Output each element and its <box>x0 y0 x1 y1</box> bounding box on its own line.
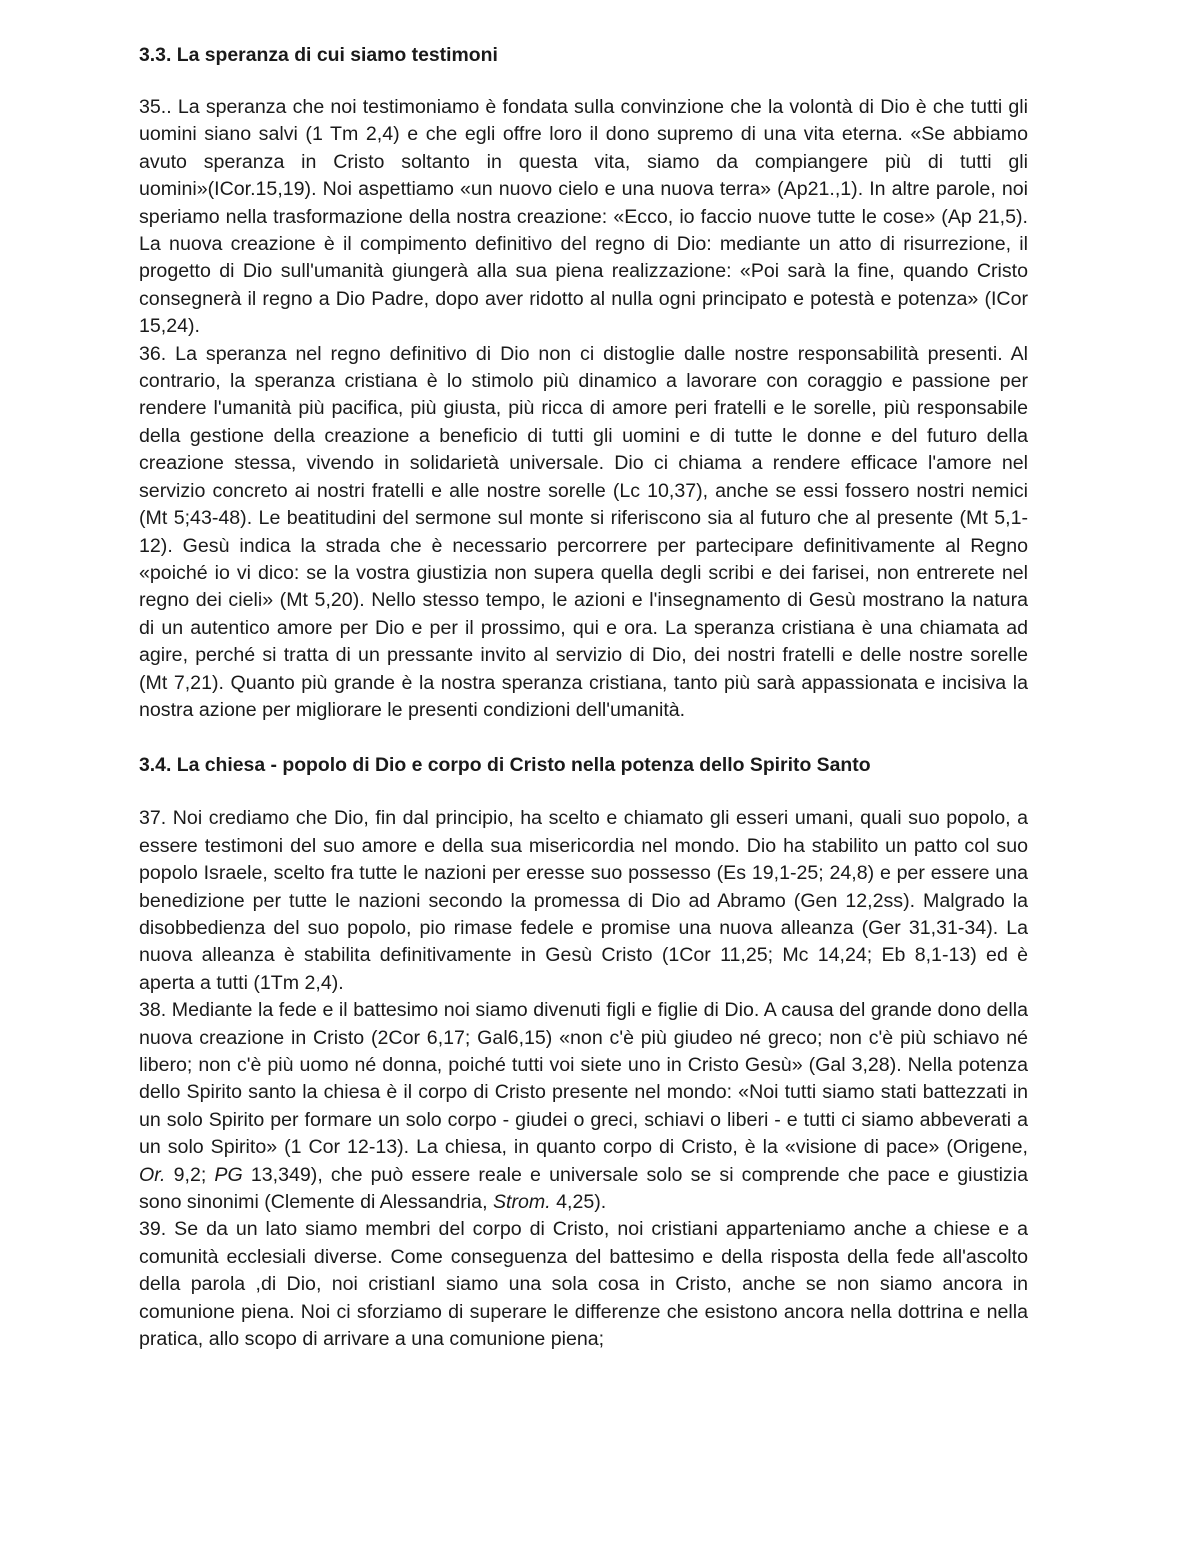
paragraph-38 <box>139 997 1028 1216</box>
section-heading-3-3: 3.3. La speranza di cui siamo testimoni <box>139 44 498 66</box>
paragraph-35: 35.. La speranza che noi testimoniamo è fondata sulla convinzione che la volontà di Dio è che tutti gli uomini siano salvi (1 Tm 2,4) e che egli offre loro il dono supremo di una vita eterna. «Se abbiamo avuto speranza in Cristo soltanto in questa vita, siamo da compiangere più di tutti gli uomini»(ICor.15,19). Noi aspettiamo «un nuovo cielo e una nuova terra» (Ap21.,1). In altre parole, noi speriamo nella trasformazione della nostra creazione: «Ecco, io faccio nuove tutte le cose» (Ap 21,5). La nuova creazione è il compimento definitivo del regno di Dio: mediante un atto di risurrezione, il progetto di Dio sull'umanità giungerà alla sua piena realizzazione: «Poi sarà la fine, quando Cristo consegnerà il regno a Dio Padre, dopo aver ridotto al nulla ogni principato e potestà e potenza» (ICor 15,24). <box>139 96 1028 338</box>
section-heading-3-4: 3.4. La chiesa - popolo di Dio e corpo di Cristo nella potenza dello Spirito Santo <box>139 754 871 777</box>
paragraph-38-text-3: 13,349), che può essere reale e universale solo se si comprende che pace e giustizia sono sinonimi (Clemente di Alessandria, <box>139 1163 1028 1214</box>
paragraph-38-text-2: 9,2; <box>165 1163 215 1186</box>
paragraph-38-italic-strom: Strom. <box>492 1191 551 1214</box>
paragraph-38-italic-or: Or. <box>139 1163 166 1186</box>
paragraph-36: 36. La speranza nel regno definitivo di Dio non ci distoglie dalle nostre responsabilità presenti. Al contrario, la speranza cristiana è lo stimolo più dinamico a lavorare con coraggio e passione per rendere l'umanità più pacifica, più giusta, più ricca di amore peri fratelli e le sorelle, più responsabile della gestione della creazione a beneficio di tutti gli uomini e di tutte le donne e del futuro della creazione stessa, vivendo in solidarietà universale. Dio ci chiama a rendere efficace l'amore nel servizio concreto ai nostri fratelli e alle nostre sorelle (Lc 10,37), anche se essi fossero nostri nemici (Mt 5;43-48). Le beatitudini del sermone sul monte si riferiscono sia al futuro che al presente (Mt 5,1-12). Gesù indica la strada che è necessario percorrere per partecipare definitivamente al Regno «poiché io vi dico: se la vostra giustizia non supera quella degli scribi e dei farisei, non entrerete nel regno dei cieli» (Mt 5,20). Nello stesso tempo, le azioni e l'insegnamento di Gesù mostrano la natura di un autentico amore per Dio e per il prossimo, qui e ora. La speranza cristiana è una chiamata ad agire, perché si tratta di un pressante invito al servizio di Dio, dei nostri fratelli e delle nostre sorelle (Mt 7,21). Quanto più grande è la nostra speranza cristiana, tanto più sarà appassionata e incisiva la nostra azione per migliorare le presenti condizioni dell'umanità. <box>139 342 1028 721</box>
paragraph-37: 37. Noi crediamo che Dio, fin dal principio, ha scelto e chiamato gli esseri umani, quali suo popolo, a essere testimoni del suo amore e della sua misericordia nel mondo. Dio ha stabilito un patto col suo popolo Israele, scelto fra tutte le nazioni per eresse suo possesso (Es 19,1-25; 24,8) e per essere una benedizione per tutte le nazioni secondo la promessa di Dio ad Abramo (Gen 12,2ss). Malgrado la disobbedienza del suo popolo, pio rimase fedele e promise una nuova alleanza (Ger 31,31-34). La nuova alleanza è stabilita definitivamente in Gesù Cristo (1Cor 11,25; Mc 14,24; Eb 8,1-13) ed è aperta a tutti (1Tm 2,4). <box>139 807 1028 994</box>
paragraph-38-italic-pg: PG <box>214 1163 243 1186</box>
paragraph-38-text-1: 38. Mediante la fede e il battesimo noi siamo divenuti figli e figlie di Dio. A causa del grande dono della nuova creazione in Cristo (2Cor 6,17; Gal6,15) «non c'è più giudeo né greco; non c'è più schiavo né libero; non c'è più uomo né donna, poiché tutti voi siete uno in Cristo Gesù» (Gal 3,28). Nella potenza dello Spirito santo la chiesa è il corpo di Cristo presente nel mondo: «Noi tutti siamo stati battezzati in un solo Spirito per formare un solo corpo - giudei o greci, schiavi o liberi - e tutti ci siamo abbeverati a un solo Spirito» (1 Cor 12-13). La chiesa, in quanto corpo di Cristo, è la «visione di pace» (Origene, <box>139 999 1028 1159</box>
paragraph-39: 39. Se da un lato siamo membri del corpo di Cristo, noi cristiani apparteniamo anche a chiese e a comunità ecclesiali diverse. Come conseguenza del battesimo e della risposta della fede all'ascolto della parola ,di Dio, noi cristianI siamo una sola cosa in Cristo, anche se non siamo ancora in comunione piena. Noi ci sforziamo di superare le differenze che esistono ancora nella dottrina e nella pratica, allo scopo di arrivare a una comunione piena; <box>139 1218 1028 1351</box>
document-page <box>139 40 1028 1353</box>
paragraph-38-text-4: 4,25). <box>550 1191 607 1214</box>
